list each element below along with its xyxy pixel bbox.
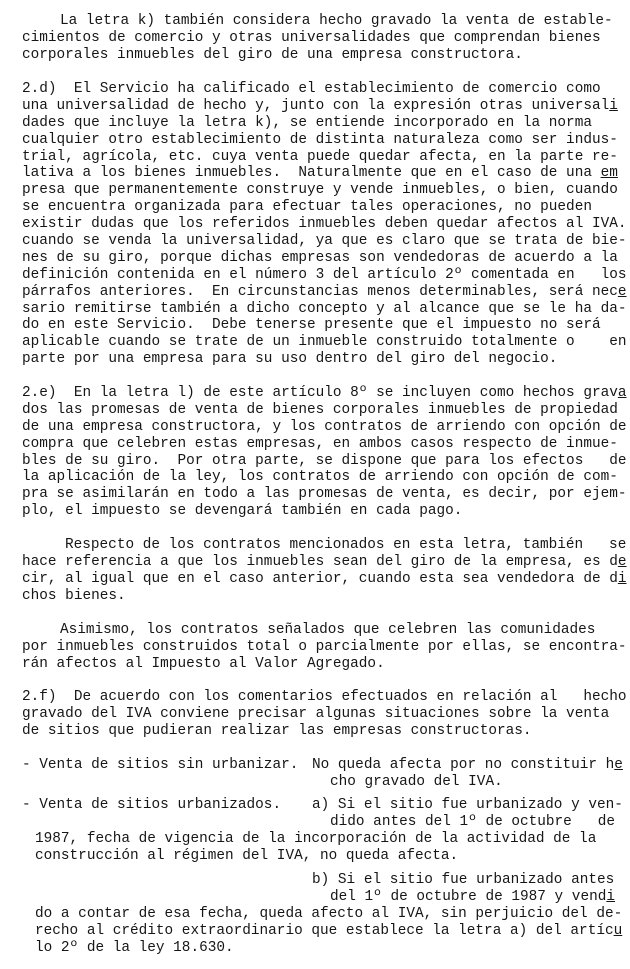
text-line: compra que celebren estas empresas, en ambos casos respecto de inmue- bbox=[22, 435, 618, 452]
text-line bbox=[22, 570, 627, 588]
underlined-syllable: a bbox=[617, 385, 627, 401]
text-line: construcción al régimen del IVA, no queda afecta. bbox=[35, 847, 459, 864]
line-text: una universalidad de hecho y, junto con la expresión otras universal bbox=[22, 97, 610, 114]
list-item-text bbox=[312, 757, 623, 791]
case-a-text bbox=[312, 797, 623, 831]
case-a-continuation bbox=[35, 831, 630, 865]
text-line: se encuentra organizada para efectuar tales operaciones, no pueden bbox=[22, 199, 592, 216]
text-line: presa que permanentemente construye y vende inmuebles, o bien, cuando bbox=[22, 182, 618, 199]
text-line bbox=[22, 98, 622, 115]
underlined-syllable: e bbox=[617, 283, 627, 300]
text-line: 2.d) El Servicio ha calificado el establecimiento de comercio como bbox=[22, 81, 601, 97]
text-line: a) Si el sitio fue urbanizado y ven- bbox=[312, 797, 623, 813]
text-line: do a contar de esa fecha, queda afecto al IVA, sin perjuicio del de- bbox=[35, 906, 623, 922]
text-line bbox=[22, 553, 627, 571]
text-line: La letra k) también considera hecho gravado la venta de estable- bbox=[60, 13, 613, 29]
line-text: lativa a los bienes inmuebles. Naturalmente que en el caso de una bbox=[22, 165, 601, 182]
paragraph-2f bbox=[22, 689, 627, 740]
underlined-syllable: i bbox=[617, 570, 627, 587]
paragraph-respecto bbox=[22, 537, 627, 605]
underlined-syllable: i bbox=[609, 97, 618, 114]
text-line: Respecto de los contratos mencionados en esta letra, también se bbox=[65, 537, 627, 553]
underlined-syllable: e bbox=[614, 757, 623, 773]
text-line: lo 2º de la ley 18.630. bbox=[35, 939, 234, 956]
text-line: definición contenida en el número 3 del artículo 2º comentada en los bbox=[22, 266, 627, 283]
text-line: bles de su giro. Por otra parte, se dispone que para los efectos de bbox=[22, 452, 627, 469]
text-line: plo, el impuesto se devengará también en cada pago. bbox=[22, 503, 463, 520]
list-item-label: - Venta de sitios urbanizados. bbox=[22, 797, 282, 813]
text-line bbox=[22, 385, 627, 402]
underlined-syllable: i bbox=[606, 888, 615, 905]
text-line: 2.f) De acuerdo con los comentarios efectuados en relación al hecho bbox=[22, 689, 627, 705]
case-b-text bbox=[312, 872, 615, 906]
paragraph-asimismo bbox=[22, 622, 627, 673]
underlined-syllable: u bbox=[613, 922, 623, 939]
line-text: párrafos anteriores. En circunstancias menos determinables, será nec bbox=[22, 283, 618, 300]
text-line bbox=[22, 283, 627, 301]
line-text: recho al crédito extraordinario que establece la letra a) del artíc bbox=[35, 922, 614, 939]
text-line: 1987, fecha de vigencia de la incorporación de la actividad de la bbox=[35, 831, 597, 847]
line-text: del 1º de octubre de 1987 y vend bbox=[330, 888, 607, 905]
text-line: por inmuebles construidos total o parcialmente por ellas, se encontra- bbox=[22, 638, 627, 655]
text-line bbox=[22, 165, 622, 182]
text-line: corporales inmuebles del giro de una empresa constructora. bbox=[22, 46, 523, 63]
text-line: chos bienes. bbox=[22, 587, 126, 604]
list-item-label: - Venta de sitios sin urbanizar. bbox=[22, 757, 299, 773]
case-b-continuation bbox=[35, 906, 630, 957]
line-text: No queda afecta por no constituir h bbox=[312, 757, 615, 773]
underlined-syllable: em bbox=[600, 165, 618, 182]
text-line: existir dudas que los referidos inmuebles deben quedar afectos al IVA. bbox=[22, 216, 627, 233]
text-line: dido antes del 1º de octubre de bbox=[330, 813, 615, 830]
text-line: dos las promesas de venta de bienes corporales inmuebles de propiedad bbox=[22, 401, 618, 418]
text-line: cho gravado del IVA. bbox=[330, 773, 503, 790]
text-line: cualquier otro establecimiento de distinta naturaleza como ser indus- bbox=[22, 131, 618, 148]
text-line: nes de su giro, porque dichas empresas son vendedoras de acuerdo a la bbox=[22, 249, 618, 266]
text-line: la aplicación de la ley, los contratos de arriendo con opción de com- bbox=[22, 469, 618, 486]
paragraph-2e bbox=[22, 385, 627, 520]
text-line bbox=[312, 757, 623, 774]
text-line bbox=[35, 923, 630, 940]
line-text: hace referencia a que los inmuebles sean del giro de la empresa, es d bbox=[22, 553, 618, 570]
paragraph-letra-k bbox=[22, 13, 622, 64]
text-line: b) Si el sitio fue urbanizado antes bbox=[312, 872, 615, 888]
text-line: cimientos de comercio y otras universalidades que comprendan bienes bbox=[22, 29, 601, 46]
text-line: de sitios que pudieran realizar las empresas constructoras. bbox=[22, 722, 532, 739]
text-line: trial, agrícola, etc. cuya venta puede quedar afecta, en la parte re- bbox=[22, 148, 618, 165]
text-line: rán afectos al Impuesto al Valor Agregado. bbox=[22, 655, 385, 672]
text-line: cuando se venda la universalidad, ya que es claro que se trata de bie- bbox=[22, 233, 627, 250]
text-line: de una empresa constructora, y los contratos de arriendo con opción de bbox=[22, 418, 627, 435]
underlined-syllable: e bbox=[617, 553, 627, 570]
paragraph-2d bbox=[22, 81, 627, 368]
text-line: dades que incluye la letra k), se entiende incorporado en la norma bbox=[22, 114, 592, 131]
line-text: cir, al igual que en el caso anterior, cuando esta sea vendedora de d bbox=[22, 570, 618, 587]
text-line: aplicable cuando se trate de un inmueble construido totalmente o en bbox=[22, 334, 627, 351]
text-line: do en este Servicio. Debe tenerse presente que el impuesto no será bbox=[22, 317, 601, 334]
text-line bbox=[312, 888, 615, 906]
text-line: sario remitirse también a dicho concepto y al alcance que se le ha da- bbox=[22, 300, 627, 317]
text-line: gravado del IVA conviene precisar algunas situaciones sobre la venta bbox=[22, 705, 610, 722]
line-text: 2.e) En la letra l) de este artículo 8º se incluyen como hechos grav bbox=[22, 385, 618, 401]
text-line: Asimismo, los contratos señalados que celebren las comunidades bbox=[60, 622, 596, 638]
text-line: pra se asimilarán en todo a las promesas de venta, es decir, por ejem- bbox=[22, 486, 627, 503]
text-line: parte por una empresa para su uso dentro del giro del negocio. bbox=[22, 351, 558, 368]
